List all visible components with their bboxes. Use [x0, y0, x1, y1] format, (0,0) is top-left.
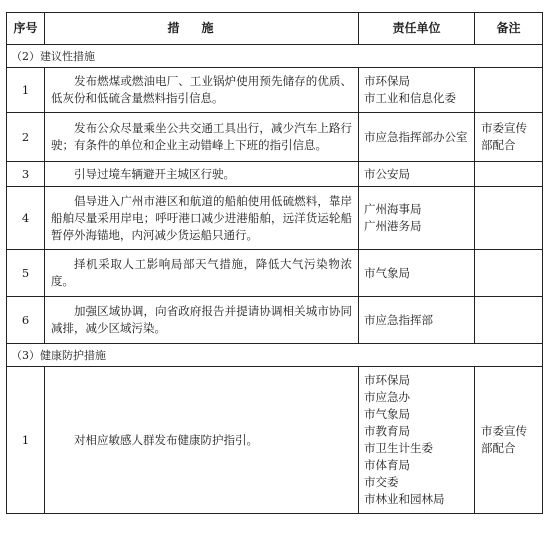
row-measure: 择机采取人工影响局部天气措施，降低大气污染物浓度。: [45, 250, 359, 297]
table-row: [7, 113, 543, 162]
row-note: [475, 68, 543, 113]
row-units: [359, 367, 475, 514]
table-row: [7, 162, 543, 187]
measures-table: [6, 12, 543, 514]
unit-item: 市气象局: [364, 407, 410, 421]
row-note: [475, 187, 543, 250]
row-seq: 2: [7, 113, 45, 162]
row-note: 市委宣传部配合: [475, 113, 543, 162]
row-seq: 3: [7, 162, 45, 187]
table-row: [7, 68, 543, 113]
row-note: [475, 297, 543, 344]
row-note: 市委宣传部配合: [475, 367, 543, 514]
unit-item: 广州海事局: [364, 202, 422, 216]
section-title: （2）建议性措施: [7, 45, 543, 68]
row-seq: 1: [7, 68, 45, 113]
row-measure: 引导过境车辆避开主城区行驶。: [45, 162, 359, 187]
unit-item: 市林业和园林局: [364, 492, 445, 506]
row-units: [359, 187, 475, 250]
unit-item: 广州港务局: [364, 219, 422, 233]
table-row: [7, 250, 543, 297]
unit-item: 市教育局: [364, 424, 410, 438]
unit-item: 市交委: [364, 475, 399, 489]
row-measure: 发布公众尽量乘坐公共交通工具出行，减少汽车上路行驶；有条件的单位和企业主动错峰上下班的指引信息。: [45, 113, 359, 162]
unit-item: 市应急指挥部: [364, 312, 433, 327]
row-units: [359, 113, 475, 162]
unit-item: 市工业和信息化委: [364, 91, 456, 105]
header-seq: 序号: [7, 13, 45, 45]
row-seq: 4: [7, 187, 45, 250]
unit-item: 市应急指挥部办公室: [364, 129, 468, 144]
header-note: 备注: [475, 13, 543, 45]
table-row: [7, 367, 543, 514]
unit-item: 市公安局: [364, 166, 410, 181]
row-seq: 6: [7, 297, 45, 344]
unit-item: 市环保局: [364, 373, 410, 387]
row-units: [359, 250, 475, 297]
table-header-row: [7, 13, 543, 45]
row-seq: 1: [7, 367, 45, 514]
row-units: [359, 68, 475, 113]
section-row: [7, 45, 543, 68]
unit-item: 市应急办: [364, 390, 410, 404]
row-units: [359, 297, 475, 344]
row-measure: 发布燃煤或燃油电厂、工业锅炉使用预先储存的优质、低灰份和低硫含量燃料指引信息。: [45, 68, 359, 113]
row-seq: 5: [7, 250, 45, 297]
row-measure: 倡导进入广州市港区和航道的船舶使用低硫燃料，靠岸船舶尽量采用岸电；呼吁港口减少进港船舶，远洋货运轮船暂停外海锚地，内河减少货运船只通行。: [45, 187, 359, 250]
header-unit: 责任单位: [359, 13, 475, 45]
row-note: [475, 162, 543, 187]
row-measure: 加强区域协调，向省政府报告并提请协调相关城市协同减排，减少区域污染。: [45, 297, 359, 344]
unit-item: 市体育局: [364, 458, 410, 472]
unit-item: 市气象局: [364, 265, 410, 280]
header-measure: 措施: [45, 13, 359, 45]
row-units: [359, 162, 475, 187]
section-row: [7, 344, 543, 367]
row-note: [475, 250, 543, 297]
table-row: [7, 187, 543, 250]
unit-item: 市卫生计生委: [364, 441, 433, 455]
unit-item: 市环保局: [364, 74, 410, 88]
section-title: （3）健康防护措施: [7, 344, 543, 367]
table-row: [7, 297, 543, 344]
row-measure: 对相应敏感人群发布健康防护指引。: [45, 367, 359, 514]
